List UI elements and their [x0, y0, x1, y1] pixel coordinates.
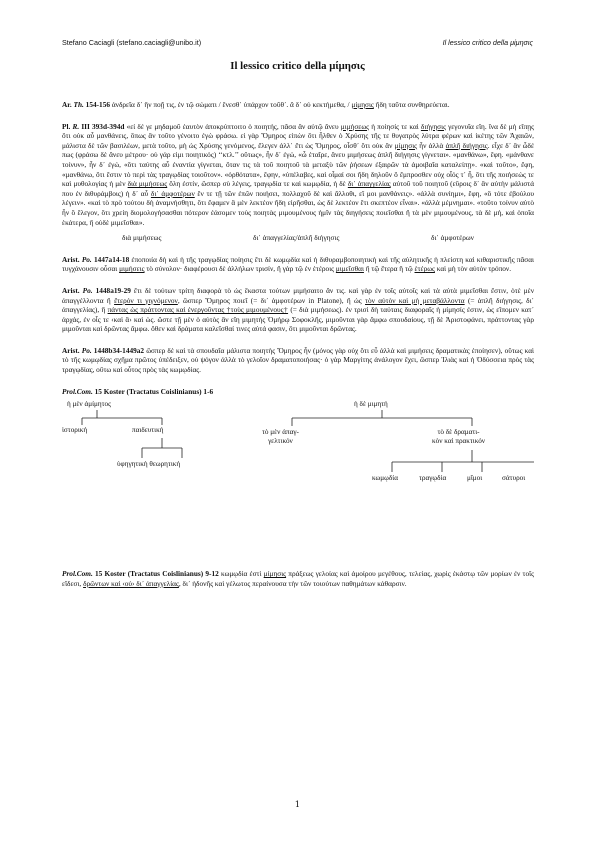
- diagram-node-mimete: ἡ δὲ μιμητή: [354, 400, 388, 409]
- underlined-term: τὸν αὐτὸν καὶ μὴ μεταβάλλοντα: [365, 295, 465, 305]
- citation: Prol.Com. 15 Koster (Tractatus Coislinianus) 9-12: [62, 569, 219, 579]
- header-author: Stefano Caciagli (stefano.caciagli@unibo.it): [62, 38, 202, 47]
- citation: Prol.Com. 15 Koster (Tractatus Coislinianus) 1-6: [62, 386, 214, 396]
- underlined-term: διήγησις: [420, 121, 446, 131]
- triad-item: δι᾽ ἀπαγγελίας/ἁπλῆ διήγησις: [252, 233, 340, 243]
- underlined-term: διὰ μιμήσεως: [127, 179, 168, 189]
- underlined-term: πάντας ὡς πράττοντας καὶ ἐνεργοῦντας †τοὺς μιμουμένους†: [107, 305, 289, 315]
- diagram-node-dramatikon: τὸ δὲ δραματι- κὸν καὶ πρακτικόν: [432, 428, 486, 446]
- underlined-term: δρῶντων καὶ ‹οὐ› δι᾽ ἀπαγγελίας: [83, 578, 179, 588]
- section-arist-po-1448b: Arist. Po. 1448b34-1449a2 ὥσπερ δὲ καὶ τὰ σπουδαῖα μάλιστα ποιητὴς Ὅμηρος ἦν (μόνος γὰρ οὐχ ὅτι εὖ ἀλλὰ καὶ μιμήσεις δραματικὰς ἐποίησεν), οὕτως καὶ τὸ τῆς κωμῳδίας σχῆμα πρῶτος ὑπέδειξεν, οὐ ψόγον ἀλλὰ τὸ γελοῖον δραματοποιήσας· ὁ γὰρ Μαργίτης ἀνάλογον ἔχει, ὥσπερ Ἰλιὰς καὶ ἡ Ὀδύσσεια πρὸς τὰς τραγῳδίας, οὕτω καὶ οὗτος πρὸς τὰς κωμῳδίας.: [62, 345, 534, 375]
- section-arist-po-1448a: Arist. Po. 1448a19-29 ἔτι δὲ τούτων τρίτη διαφορὰ τὸ ὡς ἕκαστα τούτων μιμήσαιτο ἄν τις. καὶ γὰρ ἐν τοῖς αὐτοῖς καὶ τὰ αὐτὰ μιμεῖσθαι ἔστιν, ὁτὲ μὲν ἀπαγγέλλοντα ἢ ἕτερόν τι γιγνόμενον, ὥσπερ Ὅμηρος ποιεῖ (= δι᾽ ἀμφοτέρων in Platone), ἢ ὡς τὸν αὐτὸν καὶ μὴ μεταβάλλοντα (= ἁπλῆ διήγησις, δι᾽ ἀπαγγελίας), ἢ πάντας ὡς πράττοντας καὶ ἐνεργοῦντας †τοὺς μιμουμένους† (= διὰ μιμήσεως). ἐν τρισὶ δὴ ταύταις διαφοραῖς ἡ μίμησίς ἐστιν, ὡς εἴπομεν κατ᾽ ἀρχάς, ἐν οἷς τε ‹καὶ ἃ› καὶ ὡς. ὥστε τῇ μὲν ὁ αὐτὸς ἂν εἴη μιμητὴς Ὁμήρῳ Σοφοκλῆς, μιμοῦνται γὰρ ἄμφω σπουδαίους, τῇ δὲ Ἀριστοφάνει, πράττοντας γὰρ μιμοῦνται καὶ δρῶντας ἄμφω. ὅθεν καὶ δράματα καλεῖσθαί τινες αὐτά φασιν, ὅτι μιμοῦνται δρῶντας.: [62, 285, 535, 334]
- underlined-term: μίμησις: [394, 140, 418, 150]
- diagram-node-amimetos: ἡ μὲν ἀμίμητος: [67, 400, 111, 409]
- triad-item: διὰ μιμήσεως: [122, 233, 162, 243]
- underlined-term: μιμήσεως: [340, 121, 370, 131]
- underlined-term: μιμήσεις: [119, 264, 145, 274]
- page-number: 1: [294, 800, 301, 810]
- underlined-term: μίμησις: [263, 569, 287, 579]
- citation: Ar. Th. 154-156: [62, 100, 110, 109]
- diagram-node-paideutike: παιδευτική: [132, 426, 164, 435]
- section-arist-po-1447a: Arist. Po. 1447a14-18 ἐποποιία δὴ καὶ ἡ τῆς τραγῳδίας ποίησις ἔτι δὲ κωμῳδία καὶ ἡ διθυραμβοποιητικὴ καὶ τῆς αὐλητικῆς ἡ πλείστη καὶ κιθαριστικῆς πᾶσαι τυγχάνουσιν οὖσαι μιμήσεις τὸ σύνολον· διαφέρουσι δὲ ἀλλήλων τρισίν, ἢ γὰρ τῷ ἐν ἑτέροις μιμεῖσθαι ἢ τῷ ἕτερα ἢ τῷ ἑτέρως καὶ μὴ τὸν αὐτὸν τρόπον.: [62, 254, 534, 274]
- header-running-title: Il lessico critico della μίμησις: [442, 38, 533, 47]
- greek-text: ἀνδρεῖα δ᾽ ἢν ποῇ τις, ἐν τῷ σώματι / ἔνεσθ᾽ ὑπάρχον τοῦθ᾽. ἃ δ᾽ οὐ κεκτήμεθα, /: [111, 100, 350, 109]
- greek-text: ἤδη ταῦτα συνθηρεύεται.: [375, 100, 450, 109]
- section-prolcom-9-12: Prol.Com. 15 Koster (Tractatus Coislinianus) 9-12 κωμῳδία ἐστὶ μίμησις πράξεως γελοίας καὶ ἀμοίρου μεγέθους, τελείας, χωρὶς ἑκάστῳ τῶν μορίων ἐν τοῖς εἴδεσι, δρῶντων καὶ ‹οὐ› δι᾽ ἀπαγγελίας, δι᾽ ἡδονῆς καὶ γέλωτος περαίνουσα τὴν τῶν τοιούτων παθημάτων κάθαρσιν.: [62, 569, 534, 588]
- diagram-node-hyphegetike: ὑφηγητικὴ θεωρητική: [117, 460, 181, 469]
- running-header: [62, 38, 533, 47]
- tractatus-diagram: [62, 398, 534, 563]
- underlined-term: μιμεῖσθαι: [335, 264, 364, 274]
- diagram-leaf: μῖμοι: [467, 474, 483, 483]
- diagram-leaf: τραγῳδία: [419, 474, 447, 483]
- diagram-leaf: σάτυροι: [502, 474, 526, 483]
- underlined-term: ἕτερόν τι γιγνόμενον: [114, 295, 178, 305]
- section-pl-r: Pl. R. III 393d-394d «εἰ δέ γε μηδαμοῦ ἑαυτὸν ἀποκρύπτοιτο ὁ ποιητής, πᾶσα ἂν αὐτῷ ἄνευ μιμήσεως ἡ ποίησίς τε καὶ διήγησις γεγονυῖα εἴη. ἵνα δὲ μὴ εἴπῃς ὅτι οὐκ αὖ μανθάνεις, ὅπως ἂν τοῦτο γένοιτο ἐγὼ φράσω. εἰ γὰρ Ὅμηρος εἰπὼν ὅτι ἦλθεν ὁ Χρύσης τῆς τε θυγατρὸς λύτρα φέρων καὶ ἱκέτης τῶν Ἀχαιῶν, μάλιστα δὲ τῶν βασιλέων, μετὰ τοῦτο, μὴ ὡς Χρύσης γενόμενος, ἔλεγεν ἀλλ᾽ ἔτι ὡς Ὅμηρος, οἶσθ᾽ ὅτι οὐκ ἂν μίμησις ἦν ἀλλὰ ἁπλῆ διήγησις. εἶχε δ᾽ ἂν ὧδέ πως (φράσω δὲ ἄνευ μέτρου· οὐ γάρ εἰμι ποιητικός) ‘‘κτλ.’’ οὕτως», ἦν δ᾽ ἐγώ, «ὦ ἑταῖρε, ἄνευ μιμήσεως ἁπλῆ διήγησις γίγνεται». «μανθάνω», ἔφη. «μάνθανε τοίνυν», ἦν δ᾽ ἐγώ, «ὅτι ταύτης αὖ ἐναντία γίγνεται, ὅταν τις τὰ τοῦ ποιητοῦ τὰ μεταξὺ τῶν ῥήσεων ἐξαιρῶν τὰ ἀμοιβαῖα καταλείπῃ». «καὶ τοῦτο», ἔφη, «μανθάνω, ὅτι ἔστιν τὸ περὶ τὰς τραγῳδίας τοιοῦτον». «ὀρθότατα», ἔφην, «ὑπέλαβες, καὶ οἶμαί σοι ἤδη δηλοῦν ὃ ἔμπροσθεν οὐχ οἷός τ᾽ ἦ, ὅτι τῆς ποιήσεώς τε καὶ μυθολογίας ἡ μὲν διὰ μιμήσεως ὅλη ἐστίν, ὥσπερ σὺ λέγεις, τραγῳδία τε καὶ κωμῳδία, ἡ δὲ δι᾽ ἀπαγγελίας αὐτοῦ τοῦ ποιητοῦ (εὕροις δ᾽ ἂν αὐτὴν μάλιστά που ἐν διθυράμβοις) ἡ δ᾽ αὖ δι᾽ ἀμφοτέρων ἔν τε τῇ τῶν ἐπῶν ποιήσει, πολλαχοῦ δὲ καὶ ἄλλοθι, εἴ μοι μανθάνεις». «ἀλλὰ συνίημι», ἔφη, «ὃ τότε ἐβούλου λέγειν». «καὶ τὸ πρὸ τούτου δὴ ἀναμνήσθητι, ὅτι ἔφαμεν ἃ μὲν λεκτέον ἤδη εἰρῆσθαι, ὡς δὲ λεκτέον ἔτι σκεπτέον εἶναι». «ἀλλὰ μέμνημαι». «τοῦτο τοίνυν αὐτὸ ἦν ὃ ἔλεγον, ὅτι χρείη διομολογήσασθαι πότερον ἐάσομεν τοὺς ποιητὰς μιμουμένους ἡμῖν τὰς διηγήσεις ποιεῖσθαι ἢ τὰ μὲν μιμουμένους, τὰ δὲ μή, καὶ ὁποῖα ἑκάτερα, ἢ οὐδὲ μιμεῖσθαι».: [62, 121, 535, 227]
- mimesis-triad: [62, 233, 534, 243]
- citation: Arist. Po. 1448b34-1449a2: [62, 345, 145, 355]
- document-body: [62, 100, 534, 600]
- underlined-term: δι᾽ ἀμφοτέρων: [150, 188, 195, 198]
- triad-item: δι᾽ ἀμφοτέρων: [430, 233, 474, 243]
- citation: Arist. Po. 1447a14-18: [62, 254, 130, 264]
- underlined-term: μίμησις: [351, 100, 374, 109]
- page-title: Il lessico critico della μίμησις: [230, 60, 365, 72]
- diagram-node-apangeltikon: τὸ μὲν ἀπαγ- γελτικόν: [262, 428, 299, 446]
- section-ar-th: [62, 100, 534, 110]
- citation: Arist. Po. 1448a19-29: [62, 285, 131, 295]
- diagram-lines: [62, 398, 534, 563]
- section-prolcom-1-6: [62, 387, 534, 397]
- underlined-term: ἁπλῆ διήγησις: [445, 140, 488, 150]
- citation: Pl. R. III 393d-394d: [62, 121, 125, 131]
- underlined-term: δι᾽ ἀπαγγελίας: [347, 179, 391, 189]
- underlined-term: ἑτέρως: [414, 264, 435, 274]
- diagram-node-historike: ἱστορική: [62, 426, 88, 435]
- diagram-leaf: κωμῳδία: [372, 474, 398, 483]
